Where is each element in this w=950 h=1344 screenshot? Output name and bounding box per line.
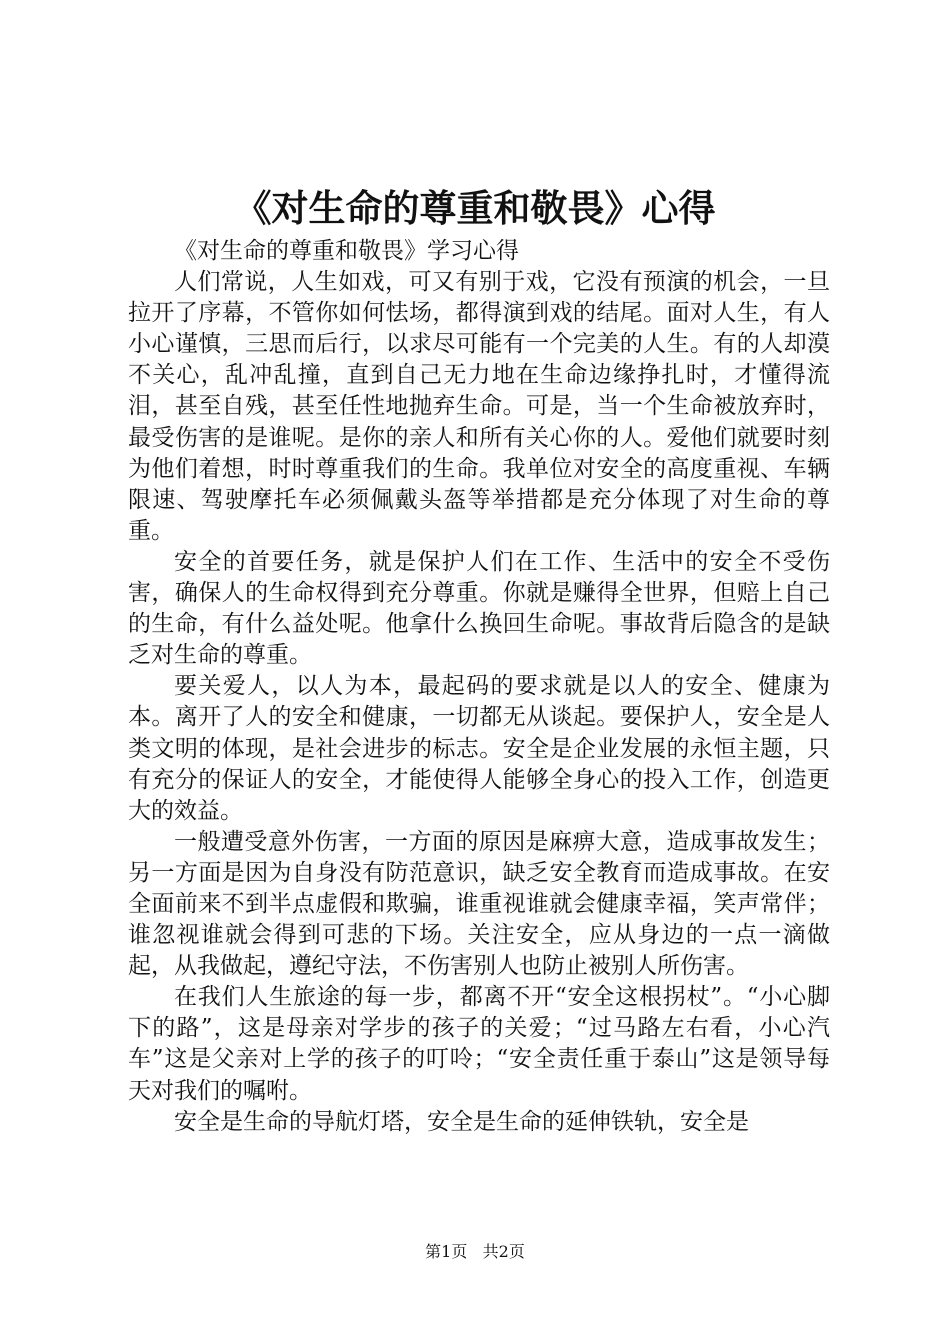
- body-paragraph: 在我们人生旅途的每一步，都离不开“安全这根拐杖”。“小心脚下的路”，这是母亲对学步的孩子的关爱；“过马路左右看，小心汽车”这是父亲对上学的孩子的叮呤；“安全责任重于泰山”这是领导每天对我们的嘱咐。: [128, 984, 830, 1104]
- page-footer: [0, 1242, 950, 1262]
- document-body: [128, 236, 830, 1138]
- body-paragraph: 人们常说，人生如戏，可又有别于戏，它没有预演的机会，一旦拉开了序幕，不管你如何怯场，都得演到戏的结尾。面对人生，有人小心谨慎，三思而后行，以求尽可能有一个完美的人生。有的人却漠不关心，乱冲乱撞，直到自己无力地在生命边缘挣扎时，才懂得流泪，甚至自残，甚至任性地抛弃生命。可是，当一个生命被放弃时，最受伤害的是谁呢。是你的亲人和所有关心你的人。爱他们就要时刻为他们着想，时时尊重我们的生命。我单位对安全的高度重视、车辆限速、驾驶摩托车必须佩戴头盔等举措都是充分体现了对生命的尊重。: [128, 269, 830, 544]
- body-paragraph: 要关爱人，以人为本，最起码的要求就是以人的安全、健康为本。离开了人的安全和健康，一切都无从谈起。要保护人，安全是人类文明的体现，是社会进步的标志。安全是企业发展的永恒主题，只有充分的保证人的安全，才能使得人能够全身心的投入工作，创造更大的效益。: [128, 673, 830, 824]
- page-number-current: 第1页: [425, 1242, 468, 1261]
- page-number-total: 共2页: [482, 1242, 525, 1261]
- footer-spacer: [472, 1242, 477, 1261]
- body-paragraph: 安全是生命的导航灯塔，安全是生命的延伸铁轨，安全是: [174, 1108, 749, 1135]
- body-paragraph: 一般遭受意外伤害，一方面的原因是麻痹大意，造成事故发生；另一方面是因为自身没有防范意识，缺乏安全教育而造成事故。在安全面前来不到半点虚假和欺骗，谁重视谁就会健康幸福，笑声常伴；谁忽视谁就会得到可悲的下场。关注安全，应从身边的一点一滴做起，从我做起，遵纪守法，不伤害别人也防止被别人所伤害。: [128, 828, 830, 980]
- body-paragraph: 安全的首要任务，就是保护人们在工作、生活中的安全不受伤害，确保人的生命权得到充分尊重。你就是赚得全世界，但赔上自己的生命，有什么益处呢。他拿什么换回生命呢。事故背后隐含的是缺乏对生命的尊重。: [128, 548, 830, 669]
- document-title: 《对生命的尊重和敬畏》心得: [234, 186, 716, 230]
- subtitle-paragraph: 《对生命的尊重和敬畏》学习心得: [174, 238, 519, 264]
